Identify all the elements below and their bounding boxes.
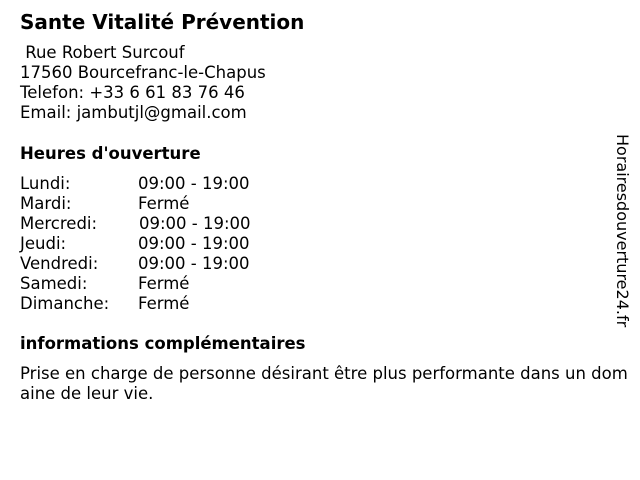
day-label: Dimanche: xyxy=(20,294,110,313)
hours-row-sunday xyxy=(20,294,320,314)
site-watermark: Horairesdouverture24.fr xyxy=(613,134,632,328)
day-hours: Fermé xyxy=(138,274,190,293)
hours-row-thursday xyxy=(20,234,320,254)
day-hours: 09:00 - 19:00 xyxy=(138,174,250,193)
contact-block xyxy=(20,43,266,123)
day-hours: 09:00 - 19:00 xyxy=(138,234,250,253)
address-city: 17560 Bourcefranc-le-Chapus xyxy=(20,63,266,82)
day-label: Mercredi: xyxy=(20,214,98,233)
email-address: Email: jambutjl@gmail.com xyxy=(20,103,247,122)
day-hours: 09:00 - 19:00 xyxy=(138,254,250,273)
hours-row-tuesday xyxy=(20,194,320,214)
day-label: Jeudi: xyxy=(20,234,67,253)
opening-hours-heading: Heures d'ouverture xyxy=(20,144,201,163)
day-hours: 09:00 - 19:00 xyxy=(139,214,251,233)
day-label: Samedi: xyxy=(20,274,88,293)
phone-number: Telefon: +33 6 61 83 76 46 xyxy=(20,83,245,102)
hours-row-saturday xyxy=(20,274,320,294)
day-label: Vendredi: xyxy=(20,254,99,273)
day-label: Mardi: xyxy=(20,194,72,213)
hours-row-friday xyxy=(20,254,320,274)
day-hours: Fermé xyxy=(138,194,190,213)
day-hours: Fermé xyxy=(138,294,190,313)
opening-hours-table xyxy=(20,174,320,314)
address-street: Rue Robert Surcouf xyxy=(20,43,185,62)
business-name: Sante Vitalité Prévention xyxy=(20,10,305,34)
day-label: Lundi: xyxy=(20,174,71,193)
additional-info-heading: informations complémentaires xyxy=(20,334,306,353)
hours-row-monday xyxy=(20,174,320,194)
hours-row-wednesday xyxy=(20,214,320,234)
additional-info-text: Prise en charge de personne désirant être plus performante dans un domaine de leur vie. xyxy=(20,364,628,403)
